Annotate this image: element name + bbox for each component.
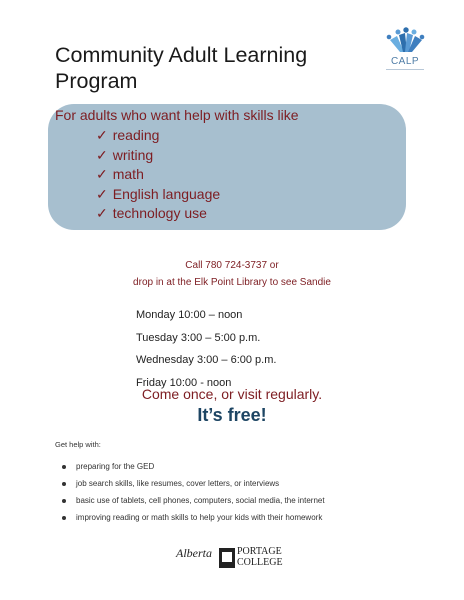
list-item: basic use of tablets, cell phones, computers, social media, the internet xyxy=(62,492,325,509)
calp-logo xyxy=(380,26,430,88)
contact-line-1: Call 780 724-3737 or xyxy=(185,260,279,271)
check-icon: ✓ xyxy=(96,166,108,182)
free-callout: It’s free! xyxy=(197,405,267,425)
calp-figures-icon xyxy=(380,26,430,56)
bullet-icon xyxy=(62,499,66,503)
portage-wordmark: PORTAGE COLLEGE xyxy=(237,546,283,568)
come-callout: Come once, or visit regularly. xyxy=(141,386,323,402)
list-item: job search skills, like resumes, cover letters, or interviews xyxy=(62,475,325,492)
list-item: ✓ writing xyxy=(96,146,154,163)
check-icon: ✓ xyxy=(96,127,108,143)
page-title xyxy=(55,42,385,94)
title-line-2: Program xyxy=(55,69,138,93)
logo-underline xyxy=(386,69,424,70)
schedule-list xyxy=(136,304,276,394)
skills-list xyxy=(96,126,220,224)
portage-emblem-icon xyxy=(219,548,235,568)
schedule-item: Friday 10:00 - noon xyxy=(136,376,232,389)
calp-logo-text: CALP xyxy=(390,56,420,67)
list-item: preparing for the GED xyxy=(62,458,325,475)
skills-intro: For adults who want help with skills like xyxy=(55,107,299,123)
contact-line-2: drop in at the Elk Point Library to see Sandie xyxy=(133,277,331,288)
list-item: ✓ English language xyxy=(96,185,221,202)
check-icon: ✓ xyxy=(96,205,108,221)
alberta-wordmark: Alberta xyxy=(176,546,212,560)
bullet-icon xyxy=(62,465,66,469)
list-item: ✓ math xyxy=(96,166,144,182)
contact-info xyxy=(0,257,464,291)
schedule-item: Tuesday 3:00 – 5:00 p.m. xyxy=(136,331,261,344)
check-icon: ✓ xyxy=(96,146,108,163)
bullet-icon xyxy=(62,516,66,520)
title-line-1: Community Adult Learning xyxy=(55,43,308,67)
list-item: ✓ reading xyxy=(96,127,160,143)
list-item: improving reading or math skills to help your kids with their homework xyxy=(62,509,325,526)
portage-college-logo xyxy=(219,546,281,574)
list-item: ✓ technology use xyxy=(96,205,207,221)
check-icon: ✓ xyxy=(96,185,108,202)
bullet-icon xyxy=(62,482,66,486)
schedule-item: Wednesday 3:00 – 6:00 p.m. xyxy=(136,354,277,366)
help-list xyxy=(62,458,325,526)
alberta-logo xyxy=(176,546,218,572)
help-heading: Get help with: xyxy=(55,440,101,449)
schedule-item: Monday 10:00 – noon xyxy=(136,309,243,321)
